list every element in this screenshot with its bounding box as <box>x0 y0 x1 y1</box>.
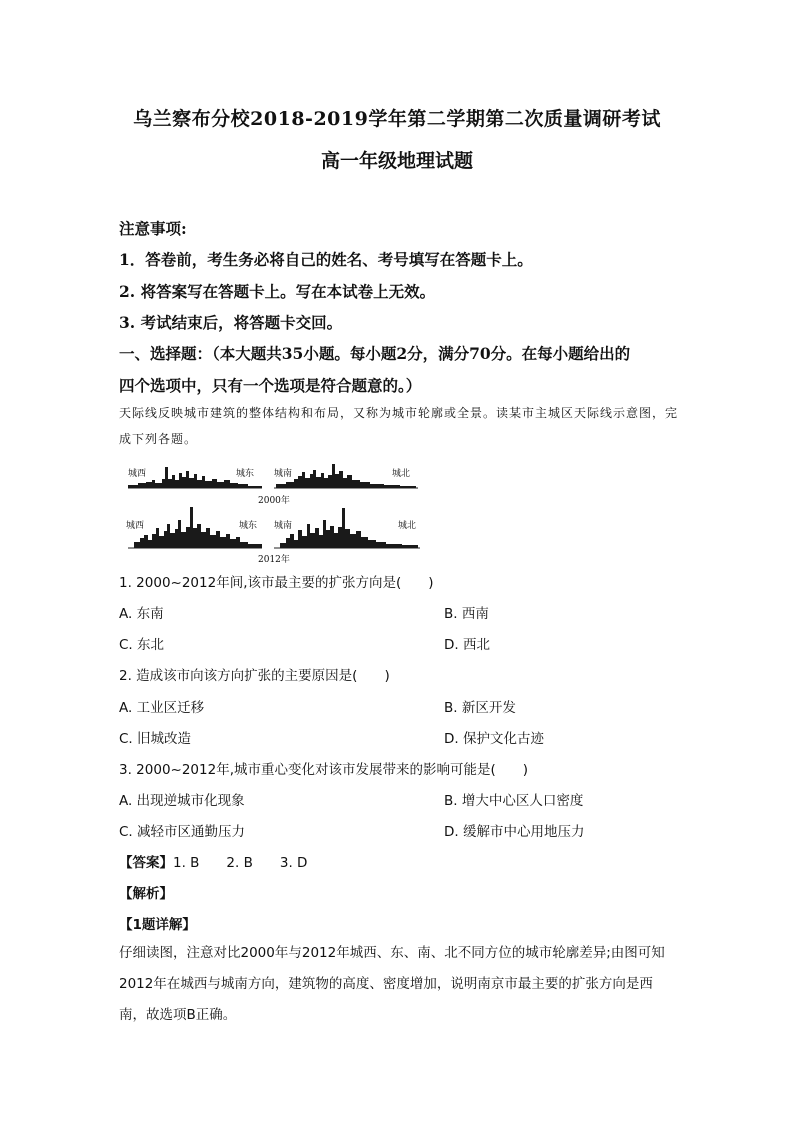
notes-heading: 注意事项: <box>119 219 187 238</box>
detail-label <box>119 913 196 933</box>
note-item-2: 2. 将答案写在答题卡上。写在本试卷上无效。 <box>119 282 436 301</box>
q2-option-a: A. 工业区迁移 <box>119 700 205 716</box>
label-west-2012: 城西 <box>126 521 145 531</box>
question-1: 1. 2000~2012年间,该市最主要的扩张方向是( ) <box>119 575 434 591</box>
note-item-1: 1．答卷前，考生务必将自己的姓名、考号填写在答题卡上。 <box>119 250 533 269</box>
label-south-2000: 城南 <box>274 469 293 479</box>
exam-subtitle: 高一年级地理试题 <box>320 150 473 172</box>
skyline-figure <box>124 458 424 570</box>
question-intro: 天际线反映城市建筑的整体结构和布局，又称为城市轮廓或全景。读某市主城区天际线示意图，完成下列各题。 <box>119 406 679 446</box>
q1-option-a: A. 东南 <box>119 606 164 622</box>
q1-option-b: B. 西南 <box>444 606 489 622</box>
note-item-3: 3. 考试结束后，将答题卡交回。 <box>119 313 343 332</box>
answer-line <box>119 851 307 871</box>
analysis-label <box>119 882 173 902</box>
q3-option-c: C. 减轻市区通勤压力 <box>119 824 246 840</box>
skyline-2000-west-east <box>128 467 262 488</box>
q3-option-b: B. 增大中心区人口密度 <box>444 793 584 809</box>
label-west-2000: 城西 <box>128 469 147 479</box>
year-2000-label: 2000年 <box>258 496 290 506</box>
answer-label: 【答案】 <box>119 855 173 871</box>
detail-label-text: 【1题详解】 <box>119 917 196 933</box>
label-north-2012: 城北 <box>398 521 417 531</box>
section-heading-line2: 四个选项中，只有一个选项是符合题意的。） <box>119 376 422 395</box>
section-heading-line1: 一、选择题：（本大题共35小题。每小题2分，满分70分。在每小题给出的 <box>119 344 631 363</box>
analysis-label-text: 【解析】 <box>119 886 173 902</box>
skyline-2012-west-east <box>126 507 262 548</box>
q2-option-b: B. 新区开发 <box>444 700 516 716</box>
label-east-2012: 城东 <box>239 521 258 531</box>
q1-option-d: D. 西北 <box>444 637 490 653</box>
year-2012-label: 2012年 <box>258 555 290 565</box>
q1-option-c: C. 东北 <box>119 637 165 653</box>
label-east-2000: 城东 <box>236 469 255 479</box>
question-3: 3. 2000~2012年,城市重心变化对该市发展带来的影响可能是( ) <box>119 762 529 778</box>
label-south-2012: 城南 <box>274 521 293 531</box>
skyline-2000-south-north <box>274 464 418 488</box>
q3-option-a: A. 出现逆城市化现象 <box>119 793 245 809</box>
analysis-paragraph: 仔细读图，注意对比2000年与2012年城西、东、南、北不同方位的城市轮廓差异;由图可知2012年在城西与城南方向，建筑物的高度、密度增加，说明南京市最主要的扩张方向是西南，故选项B正确。 <box>119 945 665 1023</box>
q2-option-d: D. 保护文化古迹 <box>444 731 544 747</box>
exam-title: 乌兰察布分校2018-2019学年第二学期第二次质量调研考试 <box>133 108 661 130</box>
q3-option-d: D. 缓解市中心用地压力 <box>444 824 585 840</box>
question-2: 2. 造成该市向该方向扩张的主要原因是( ) <box>119 668 390 684</box>
answer-values: 1. B 2. B 3. D <box>173 855 308 871</box>
skyline-2012-south-north <box>274 508 420 548</box>
q2-option-c: C. 旧城改造 <box>119 731 192 747</box>
label-north-2000: 城北 <box>392 469 411 479</box>
